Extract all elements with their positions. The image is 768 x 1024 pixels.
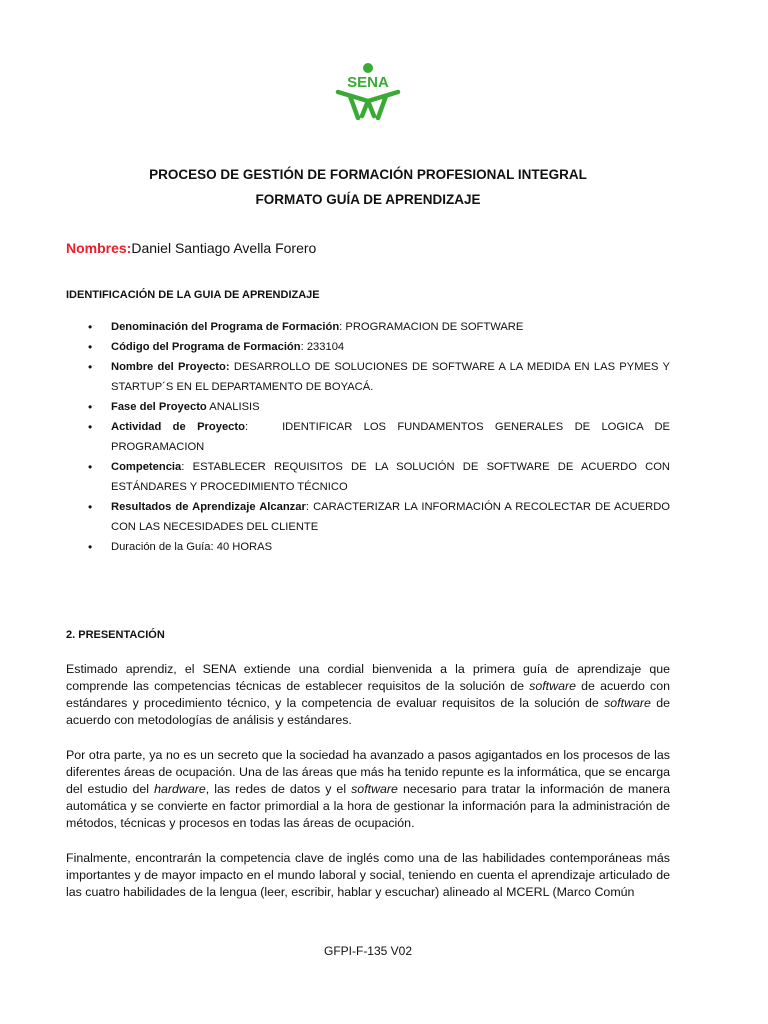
list-item: • Resultados de Aprendizaje Alcanzar: CARACTERIZAR LA INFORMACIÓN A RECOLECTAR DE ACUERDO CON LAS NECESIDADES DEL CLIENTE xyxy=(88,497,670,537)
logo-figure-icon xyxy=(338,92,398,118)
identification-list xyxy=(88,317,674,557)
list-item: • Denominación del Programa de Formación: PROGRAMACION DE SOFTWARE xyxy=(88,317,670,337)
names-line xyxy=(66,240,316,256)
names-value: Daniel Santiago Avella Forero xyxy=(131,240,317,256)
list-item: • Código del Programa de Formación: 233104 xyxy=(88,337,670,357)
identification-heading: IDENTIFICACIÓN DE LA GUIA DE APRENDIZAJE xyxy=(66,289,320,301)
presentation-paragraph-2: Por otra parte, ya no es un secreto que la sociedad ha avanzado a pasos agigantados en los procesos de las diferentes áreas de ocupación. Una de las áreas que más ha tenido repunte es la informática, que se encarga del estudio del hardware, las redes de datos y el software necesario para tratar la información de manera automática y se convierte en factor primordial a la hora de gestionar la información para la administración de métodos, técnicas y procesos en todas las áreas de ocupación. xyxy=(66,748,671,830)
list-item: • Nombre del Proyecto: DESARROLLO DE SOLUCIONES DE SOFTWARE A LA MEDIDA EN LAS PYMES Y STARTUP´S EN EL DEPARTAMENTO DE BOYACÁ. xyxy=(88,357,670,397)
presentation-heading: 2. PRESENTACIÓN xyxy=(66,629,165,641)
list-item: • Competencia: ESTABLECER REQUISITOS DE LA SOLUCIÓN DE SOFTWARE DE ACUERDO CON ESTÁNDARES Y PROCEDIMIENTO TÉCNICO xyxy=(88,457,670,497)
footer-code: GFPI-F-135 V02 xyxy=(323,944,413,958)
document-title: PROCESO DE GESTIÓN DE FORMACIÓN PROFESIONAL INTEGRAL xyxy=(149,167,587,182)
list-item: • Duración de la Guía: 40 HORAS xyxy=(88,537,670,557)
presentation-paragraph-1: Estimado aprendiz, el SENA extiende una cordial bienvenida a la primera guía de aprendizaje que comprende las competencias técnicas de establecer requisitos de la solución de software de acuerdo con estándares y procedimiento técnico, y la competencia de evaluar requisitos de la solución de software de acuerdo con metodologías de análisis y estándares. xyxy=(66,662,671,727)
sena-logo-text: SENA xyxy=(347,74,389,91)
sena-logo xyxy=(332,60,404,120)
list-item: • Actividad de Proyecto: IDENTIFICAR LOS FUNDAMENTOS GENERALES DE LOGICA DE PROGRAMACION xyxy=(88,417,670,457)
document-subtitle: FORMATO GUÍA DE APRENDIZAJE xyxy=(255,192,481,207)
logo-head-icon xyxy=(363,63,373,73)
list-item: • Fase del Proyecto ANALISIS xyxy=(88,397,670,417)
presentation-paragraph-3: Finalmente, encontrarán la competencia clave de inglés como una de las habilidades contemporáneas más importantes y de mayor impacto en el mundo laboral y social, teniendo en cuenta el aprendizaje articulado de las cuatro habilidades de la lengua (leer, escribir, hablar y escuchar) alineado al MCERL (Marco Común xyxy=(66,851,670,899)
names-label: Nombres: xyxy=(66,240,132,256)
